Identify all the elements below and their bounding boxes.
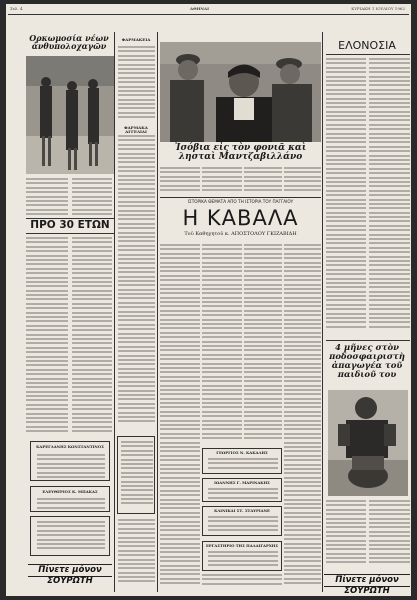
ceremony-headline: Ορκωμοσία νέων ἀνθυπολοχαγῶν xyxy=(29,33,109,52)
column-rule xyxy=(114,32,115,592)
ceremony-article-cont xyxy=(72,178,112,218)
life-sentence-article-3 xyxy=(244,167,282,195)
kavala-article-col4 xyxy=(284,244,321,589)
kavala-article-col3 xyxy=(244,244,282,444)
ad-box-8-title: ΕΡΓΑΣΤΗΡΙΟ ΤΗΣ ΠΑΛΑΙΓΑΡΧΗΣ xyxy=(205,543,279,548)
kavala-rule xyxy=(160,197,321,198)
notices-heading: ΦΑΡΜΑΚΑ ΑΓΓΕΛΙΑΙ xyxy=(124,125,148,135)
ad-box-6 xyxy=(202,478,282,502)
ad-box-8 xyxy=(202,541,282,571)
notices-list xyxy=(118,135,155,435)
ad-box-1-title: ΚΑΡΕΓΛΑΝΗΣ ΚΩΝΣΤΑΝΤΙΝΟΣ xyxy=(36,444,104,449)
column-rule xyxy=(322,32,323,592)
thirty-years-article xyxy=(26,237,68,437)
page-number: Σελ. 4 xyxy=(10,6,23,11)
footballer-article-cont xyxy=(369,500,410,570)
section-rule xyxy=(26,233,114,234)
footballer-rule xyxy=(326,340,410,341)
history-series-label: ΙΣΤΟΡΙΚΑ ΘΕΜΑΤΑ ΑΠΟ ΤΗ ΙΣΤΟΡΙΑ ΤΟΥ ΠΑΓΓΑΙΟΥ xyxy=(187,199,294,204)
thirty-years-article-cont xyxy=(72,237,112,437)
ceremony-photo xyxy=(26,56,114,174)
officers-photo xyxy=(160,42,321,142)
ad-box-3 xyxy=(30,516,110,556)
footballer-headline: 4 μῆνες στὸν ποδοσφαιριστὴ ἀπαγωγέα τοῦ παιδιοῦ του xyxy=(329,343,405,380)
ad-box-4 xyxy=(117,436,155,514)
thirty-years-ago-heading: ΠΡΟ 30 ΕΤΩΝ xyxy=(30,219,110,231)
kavala-article-col2 xyxy=(202,244,242,444)
malaria-rule xyxy=(326,54,410,55)
kavala-title: Η ΚΑΒΑΛΑ xyxy=(182,206,299,230)
newspaper-page xyxy=(6,4,411,596)
soroti-banner-right: Πίνετε μόνον ΣΟΥΡΩΤΗ xyxy=(324,574,410,587)
kavala-article-col1 xyxy=(160,244,200,589)
malaria-headline: ΕΛΟΝΟΣΙΑ xyxy=(338,39,396,52)
pharmacies-heading: ΦΑΡΜΑΚΕΙΑ xyxy=(121,37,151,42)
ad-box-7 xyxy=(202,506,282,536)
kavala-byline: Τοῦ Καθηγητοῦ κ. ΑΠΟΣΤΟΛΟΥ ΓΚΙΖΑΒΙΔΗ xyxy=(184,231,297,237)
ad-box-5 xyxy=(202,448,282,474)
life-sentence-headline: Ἰσόβια εἰς τὸν φονιᾶ καὶ λησταὶ Μαντζαβιλλάνο xyxy=(174,143,307,163)
ad-box-7-title: ΚΛΙΝΙΚΑΙ ΣΤ. ΣΤΑΥΡΙΑΝΕ xyxy=(214,508,270,513)
malaria-article-cont xyxy=(369,58,410,338)
life-sentence-article-2 xyxy=(202,167,242,195)
pharmacies-list xyxy=(118,46,155,124)
column-rule xyxy=(157,32,158,592)
soroti-banner-left: Πίνετε μόνον ΣΟΥΡΩΤΗ xyxy=(28,564,112,577)
center-footer-text xyxy=(202,574,282,590)
ceremony-article xyxy=(26,178,68,218)
ad-box-2 xyxy=(30,486,110,512)
ad-box-1 xyxy=(30,441,110,481)
issue-date: ΚΥΡΙΑΚΗ 1 ΙΟΥΛΙΟΥ 1962 xyxy=(351,6,405,11)
life-sentence-article xyxy=(160,167,200,195)
masthead: ΑΘΗΝΑΙ xyxy=(190,6,209,11)
ad-box-6-title: ΙΩΑΝΝΗΣ Γ. ΜΑΡΙΝΑΚΗΣ xyxy=(214,480,270,485)
page-header xyxy=(6,4,411,14)
footballer-article xyxy=(326,500,366,570)
ad-box-2-title: ΕΛΕΥΘΕΡΙΟΣ Κ. ΜΠΑΚΑΣ xyxy=(42,489,98,494)
ad-box-5-title: ΓΕΩΡΓΙΟΣ Ν. ΚΑΚΑΛΗΣ xyxy=(216,450,268,455)
malaria-article xyxy=(326,58,366,338)
header-rule xyxy=(8,14,409,15)
footballer-photo xyxy=(328,390,408,496)
notices-list-lower xyxy=(118,519,155,589)
life-sentence-article-4 xyxy=(284,167,321,195)
